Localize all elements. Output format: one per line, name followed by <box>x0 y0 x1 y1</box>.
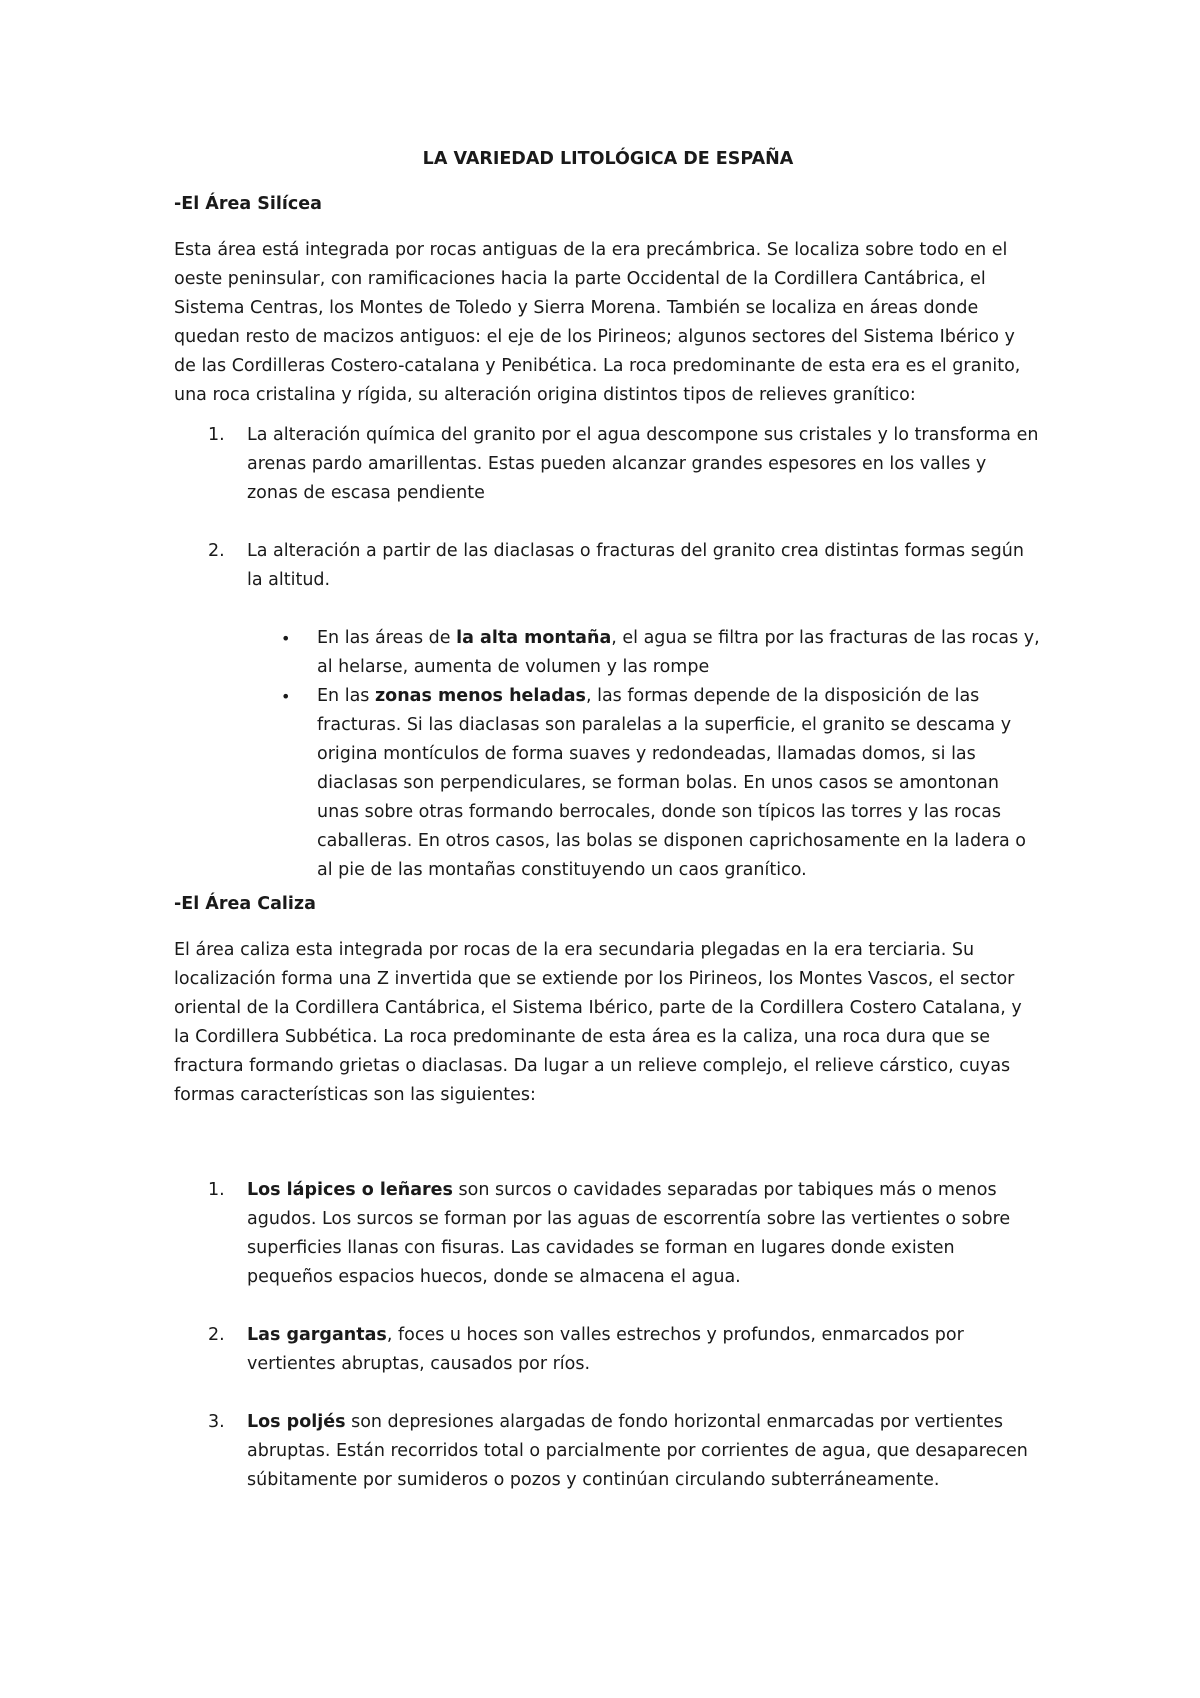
bullet-text-bold: zonas menos heladas <box>374 686 586 706</box>
bullet-item <box>174 624 1042 682</box>
section-heading-caliza: -El Área Caliza <box>174 894 316 914</box>
list-number: 1. <box>208 425 225 445</box>
list-item <box>174 1176 1042 1292</box>
list-item-text: son depresiones alargadas de fondo horizontal enmarcadas por vertientes abruptas. Están recorridos total o parcialmente por corrientes de agua, que desaparecen súbitamente por sumideros o pozos y continúan circulando subterráneamente. <box>247 1412 1028 1490</box>
list-item-text: La alteración química del granito por el agua descompone sus cristales y lo transforma en arenas pardo amarillentas. Estas pueden alcanzar grandes espesores en los valles y zonas de escasa pendiente <box>247 425 1039 503</box>
document-page <box>174 145 1042 1495</box>
list-item <box>174 1321 1042 1379</box>
paragraph-caliza-intro: El área caliza esta integrada por rocas de la era secundaria plegadas en la era terciaria. Su localización forma una Z invertida que se extiende por los Pirineos, los Montes Vascos, el sector oriental de la Cordillera Cantábrica, el Sistema Ibérico, parte de la Cordillera Costero Catalana, y la Cordillera Subbética. La roca predominante de esta área es la caliza, una roca dura que se fractura formando grietas o diaclasas. Da lugar a un relieve complejo, el relieve cárstico, cuyas formas características son las siguientes: <box>174 940 1022 1105</box>
list-item-text: , foces u hoces son valles estrechos y profundos, enmarcados por vertientes abruptas, causados por ríos. <box>247 1325 964 1374</box>
bullet-icon: • <box>281 687 291 706</box>
list-item-bold: Los lápices o leñares <box>247 1180 453 1200</box>
list-number: 3. <box>208 1412 225 1432</box>
list-item-bold: Los poljés <box>247 1412 346 1432</box>
list-item <box>174 1408 1042 1495</box>
bullet-list-silicea <box>174 624 1042 885</box>
paragraph-silicea-intro: Esta área está integrada por rocas antiguas de la era precámbrica. Se localiza sobre todo en el oeste peninsular, con ramificaciones hacia la parte Occidental de la Cordillera Cantábrica, el Sistema Centras, los Montes de Toledo y Sierra Morena. También se localiza en áreas donde quedan resto de macizos antiguos: el eje de los Pirineos; algunos sectores del Sistema Ibérico y de las Cordilleras Costero-catalana y Penibética. La roca predominante de esta era es el granito, una roca cristalina y rígida, su alteración origina distintos tipos de relieves granítico: <box>174 240 1021 405</box>
list-number: 1. <box>208 1180 225 1200</box>
list-number: 2. <box>208 1325 225 1345</box>
bullet-text-bold: la alta montaña <box>456 628 612 648</box>
bullet-item <box>174 682 1042 885</box>
bullet-text-pre: En las <box>317 686 375 706</box>
bullet-text-post: , las formas depende de la disposición de las fracturas. Si las diaclasas son paralelas a la superficie, el granito se descama y origina montículos de forma suaves y redondeadas, llamadas domos, si las diaclasas son perpendiculares, se forman bolas. En unos casos se amontonan unas sobre otras formando berrocales, donde son típicos las torres y las rocas caballeras. En otros casos, las bolas se disponen caprichosamente en la ladera o al pie de las montañas constituyendo un caos granítico. <box>317 686 1027 880</box>
list-number: 2. <box>208 541 225 561</box>
bullet-text-post: , el agua se filtra por las fracturas de las rocas y, al helarse, aumenta de volumen y las rompe <box>317 628 1040 677</box>
list-item-bold: Las gargantas <box>247 1325 387 1345</box>
numbered-list-silicea <box>174 421 1042 595</box>
list-item-text: son surcos o cavidades separadas por tabiques más o menos agudos. Los surcos se forman por las aguas de escorrentía sobre las vertientes o sobre superficies llanas con fisuras. Las cavidades se forman en lugares donde existen pequeños espacios huecos, donde se almacena el agua. <box>247 1180 1011 1287</box>
list-item <box>174 537 1042 595</box>
list-item-text: La alteración a partir de las diaclasas o fracturas del granito crea distintas formas según la altitud. <box>247 541 1024 590</box>
bullet-text-pre: En las áreas de <box>317 628 457 648</box>
document-title: LA VARIEDAD LITOLÓGICA DE ESPAÑA <box>422 149 794 169</box>
bullet-icon: • <box>281 629 291 648</box>
numbered-list-caliza <box>174 1176 1042 1495</box>
section-heading-silicea: -El Área Silícea <box>174 194 322 214</box>
list-item <box>174 421 1042 508</box>
